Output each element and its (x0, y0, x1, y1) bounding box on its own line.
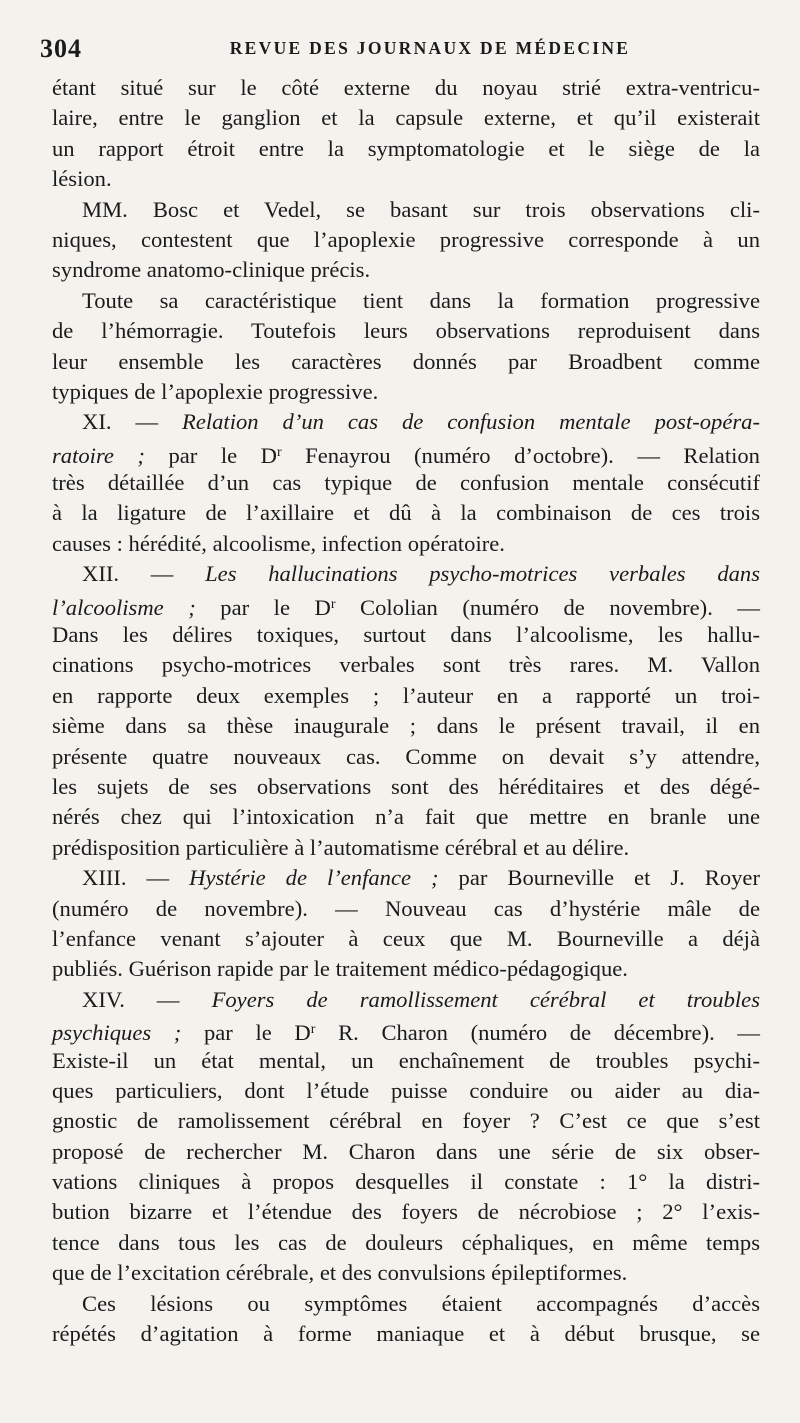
text-segment: un rapport étroit entre la symptomatologie et le siège de la (52, 135, 760, 161)
text-line (52, 377, 760, 407)
text-segment: Existe-il un état mental, un enchaînement de troubles psychi- (52, 1047, 760, 1073)
text-line (52, 620, 760, 650)
superscript-text: r (330, 596, 336, 612)
text-line (52, 1106, 760, 1136)
italic-title-text: Foyers de ramollissement cérébral et troubles (211, 986, 760, 1012)
text-segment: à la ligature de l’axillaire et dû à la combinaison de ces trois (52, 500, 760, 526)
text-line (52, 924, 760, 954)
text-line (52, 468, 760, 498)
text-segment: cinations psycho-motrices verbales sont très rares. M. Vallon (52, 652, 760, 678)
text-segment: R. Charon (numéro de décembre). — (315, 1020, 760, 1046)
text-segment: Fenayrou (numéro d’octobre). — Relation (281, 442, 760, 468)
text-segment: (numéro de novembre). — Nouveau cas d’hystérie mâle de (52, 895, 760, 921)
text-line (52, 407, 760, 437)
body-text (52, 73, 760, 1349)
superscript-text: r (276, 444, 282, 460)
text-segment: niques, contestent que l’apoplexie progressive corresponde à un (52, 226, 760, 252)
italic-title-text: l’alcoolisme ; (52, 594, 196, 620)
text-line (52, 1076, 760, 1106)
text-segment: Ces lésions ou symptômes étaient accompagnés d’accès (82, 1290, 760, 1316)
text-line (52, 1046, 760, 1076)
text-segment: par le D (195, 594, 331, 620)
text-line (52, 681, 760, 711)
text-segment: répétés d’agitation à forme maniaque et à début brusque, se (52, 1321, 760, 1347)
text-line (52, 1228, 760, 1258)
text-line (52, 894, 760, 924)
text-segment: par le D (144, 442, 277, 468)
text-line (52, 347, 760, 377)
text-line (52, 498, 760, 528)
text-segment: les sujets de ses observations sont des héréditaires et des dégé- (52, 773, 760, 799)
text-segment: de l’hémorragie. Toutefois leurs observations reproduisent dans (52, 318, 760, 344)
text-segment: XIV. — (82, 986, 212, 1012)
text-line (52, 1197, 760, 1227)
text-segment: XIII. — (82, 865, 190, 891)
text-line (52, 1289, 760, 1319)
text-segment: Dans les délires toxiques, surtout dans l’alcoolisme, les hallu- (52, 622, 760, 648)
text-line (52, 863, 760, 893)
text-segment: XI. — (82, 409, 183, 435)
text-line (52, 438, 760, 468)
text-segment: proposé de rechercher M. Charon dans une série de six obser- (52, 1138, 760, 1164)
text-line (52, 833, 760, 863)
text-line (52, 802, 760, 832)
text-segment: étant situé sur le côté externe du noyau strié extra-ventricu- (52, 75, 760, 100)
text-line (52, 316, 760, 346)
text-line (52, 1167, 760, 1197)
text-line (52, 742, 760, 772)
italic-title-text: ratoire ; (52, 442, 145, 468)
text-line (52, 954, 760, 984)
text-segment: gnostic de ramolissement cérébral en foyer ? C’est ce que s’est (52, 1108, 760, 1134)
page-header (40, 30, 760, 70)
text-segment: Cololian (numéro de novembre). — (335, 594, 760, 620)
text-segment: lésion. (52, 166, 112, 192)
text-line (52, 772, 760, 802)
text-segment: ques particuliers, dont l’étude puisse conduire ou aider au dia- (52, 1077, 760, 1103)
text-segment: Toute sa caractéristique tient dans la formation progressive (82, 287, 760, 313)
text-segment: causes : hérédité, alcoolisme, infection opératoire. (52, 530, 505, 556)
text-segment: très détaillée d’un cas typique de confusion mentale consécutif (52, 470, 760, 496)
text-line (52, 529, 760, 559)
text-line (52, 1015, 760, 1045)
text-line (52, 590, 760, 620)
text-segment: présente quatre nouveaux cas. Comme on devait s’y attendre, (52, 743, 760, 769)
text-line (52, 711, 760, 741)
superscript-text: r (310, 1022, 316, 1038)
text-line (52, 164, 760, 194)
italic-title-text: Les hallucinations psycho-motrices verbales dans (205, 561, 761, 587)
text-line (52, 134, 760, 164)
running-title: REVUE DES JOURNAUX DE MÉDECINE (229, 38, 631, 58)
text-segment: laire, entre le ganglion et la capsule externe, et qu’il existerait (52, 105, 760, 131)
text-segment: que de l’excitation cérébrale, et des convulsions épileptiformes. (52, 1260, 628, 1286)
text-segment: MM. Bosc et Vedel, se basant sur trois observations cli- (82, 196, 760, 222)
text-segment: par le D (181, 1020, 311, 1046)
text-segment: syndrome anatomo-clinique précis. (52, 257, 371, 283)
text-segment: par Bourneville et J. Royer (438, 865, 760, 891)
text-segment: vations cliniques à propos desquelles il constate : 1° la distri- (52, 1169, 760, 1195)
text-segment: prédisposition particulière à l’automatisme cérébral et au délire. (52, 834, 630, 860)
page-number: 304 (40, 34, 82, 63)
text-line (52, 255, 760, 285)
text-segment: tence dans tous les cas de douleurs céphaliques, en même temps (52, 1229, 760, 1255)
text-segment: XII. — (82, 561, 206, 587)
text-segment: typiques de l’apoplexie progressive. (52, 378, 379, 404)
text-line (52, 1258, 760, 1288)
text-line (52, 985, 760, 1015)
text-line (52, 286, 760, 316)
text-line (52, 1319, 760, 1349)
text-line (52, 559, 760, 589)
text-line (52, 225, 760, 255)
text-segment: bution bizarre et l’étendue des foyers de nécrobiose ; 2° l’exis- (52, 1199, 760, 1225)
text-segment: publiés. Guérison rapide par le traitement médico-pédagogique. (52, 956, 628, 982)
italic-title-text: psychiques ; (52, 1020, 182, 1046)
text-line (52, 195, 760, 225)
italic-title-text: Relation d’un cas de confusion mentale post-opéra- (182, 409, 760, 435)
text-line (52, 103, 760, 133)
text-line (52, 1137, 760, 1167)
text-segment: leur ensemble les caractères donnés par Broadbent comme (52, 348, 760, 374)
italic-title-text: Hystérie de l’enfance ; (189, 865, 439, 891)
text-segment: nérés chez qui l’intoxication n’a fait que mettre en branle une (52, 804, 760, 830)
text-segment: sième dans sa thèse inaugurale ; dans le présent travail, il en (52, 713, 760, 739)
text-segment: en rapporte deux exemples ; l’auteur en a rapporté un troi- (52, 682, 760, 708)
text-segment: l’enfance venant s’ajouter à ceux que M. Bourneville a déjà (52, 925, 760, 951)
text-line (52, 73, 760, 103)
text-line (52, 650, 760, 680)
